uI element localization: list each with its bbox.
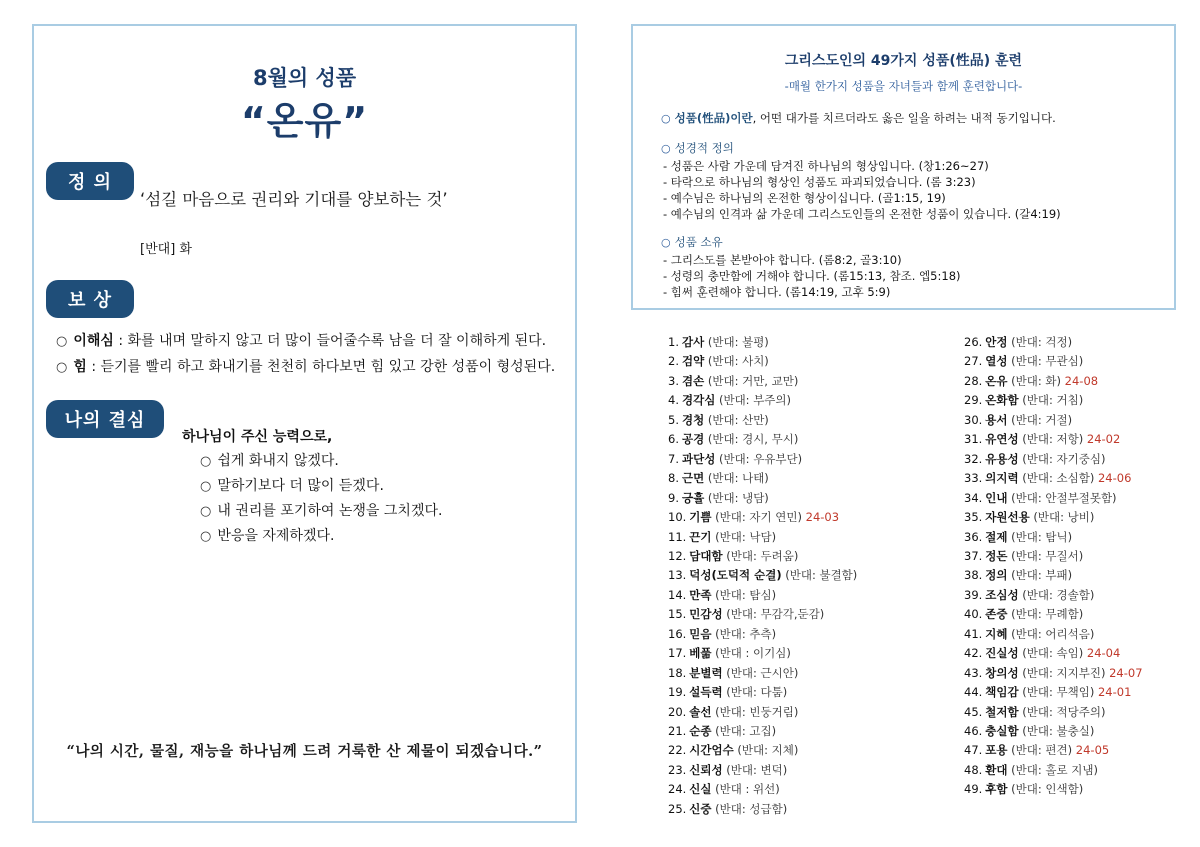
virtue-item bbox=[668, 353, 769, 369]
virtue-item bbox=[668, 742, 798, 758]
bullet-icon: ○ bbox=[661, 112, 671, 125]
virtue-number: 36. bbox=[964, 529, 983, 544]
virtue-opposite: (반대: 홀로 지냄) bbox=[1007, 762, 1098, 777]
virtue-opposite: (반대: 무책임) bbox=[1018, 685, 1095, 700]
reward-item bbox=[56, 330, 546, 350]
bullet-icon: ○ bbox=[200, 529, 212, 544]
virtue-opposite: (반대: 두려움) bbox=[722, 548, 799, 563]
virtue-item bbox=[668, 684, 787, 700]
virtue-opposite: (반대: 어리석음) bbox=[1007, 626, 1095, 641]
bible-heading: ○ 성경적 정의 bbox=[661, 141, 734, 155]
virtue-item bbox=[964, 684, 1131, 700]
virtue-number: 45. bbox=[964, 704, 983, 719]
virtue-name: 자원선용 bbox=[985, 510, 1030, 525]
definition-opposite: [반대] 화 bbox=[140, 242, 192, 257]
virtue-date: 24-06 bbox=[1094, 471, 1132, 486]
virtue-number: 4. bbox=[668, 393, 679, 408]
virtue-item bbox=[964, 451, 1105, 467]
virtue-opposite: (반대: 불결함) bbox=[781, 568, 858, 583]
virtue-name: 분별력 bbox=[689, 665, 723, 680]
virtue-opposite: (반대: 낙담) bbox=[711, 529, 777, 544]
virtue-opposite: (반대: 무례함) bbox=[1007, 607, 1084, 622]
virtue-name: 덕성(도덕적 순결) bbox=[689, 568, 782, 583]
virtue-name: 시간엄수 bbox=[689, 743, 734, 758]
virtue-item bbox=[964, 509, 1094, 525]
virtue-number: 33. bbox=[964, 471, 983, 486]
virtue-item bbox=[668, 451, 802, 467]
reward-key: 이해심 bbox=[73, 333, 114, 349]
virtue-opposite: (반대: 거침) bbox=[1018, 393, 1084, 408]
virtue-item bbox=[668, 645, 791, 661]
virtue-name: 신실 bbox=[689, 782, 712, 797]
virtue-opposite: (반대: 산만) bbox=[704, 412, 769, 427]
virtue-opposite: (반대: 변덕) bbox=[722, 762, 788, 777]
virtue-number: 24. bbox=[668, 782, 687, 797]
virtue-name: 긍휼 bbox=[681, 490, 705, 505]
virtue-item bbox=[668, 529, 776, 545]
virtue-name: 경각심 bbox=[681, 393, 716, 408]
virtue-opposite: (반대: 다툼) bbox=[722, 685, 788, 700]
need-line: - 그리스도를 본받아야 합니다. (롬8:2, 골3:10) bbox=[663, 253, 902, 267]
virtue-item bbox=[964, 548, 1083, 564]
virtue-item bbox=[668, 626, 776, 642]
virtue-number: 25. bbox=[668, 801, 687, 816]
virtue-opposite: (반대: 나태) bbox=[704, 471, 769, 486]
virtue-opposite: (반대 : 이기심) bbox=[711, 646, 791, 661]
meaning-text: , 어떤 대가를 치르더라도 옳은 일을 하려는 내적 동기입니다. bbox=[752, 111, 1056, 125]
virtue-opposite: (반대: 고집) bbox=[711, 724, 777, 738]
virtue-number: 31. bbox=[964, 432, 983, 447]
virtue-name: 포용 bbox=[985, 743, 1008, 758]
bullet-icon: ○ bbox=[661, 142, 671, 155]
virtue-opposite: (반대: 저항) bbox=[1018, 432, 1084, 447]
resolution-item: ○ 쉽게 화내지 않겠다. bbox=[200, 453, 339, 469]
virtue-title: “온유” bbox=[240, 99, 369, 143]
virtue-opposite: (반대 : 위선) bbox=[711, 782, 780, 797]
virtue-opposite: (반대: 냉담) bbox=[704, 490, 769, 505]
virtue-number: 22. bbox=[668, 743, 687, 758]
virtue-item bbox=[964, 645, 1120, 661]
virtue-opposite: (반대: 무감각,둔감) bbox=[722, 607, 825, 622]
virtue-date: 24-05 bbox=[1072, 743, 1110, 758]
virtue-number: 49. bbox=[964, 782, 983, 797]
virtue-number: 26. bbox=[964, 335, 983, 349]
virtue-number: 3. bbox=[668, 373, 679, 388]
virtue-number: 27. bbox=[964, 354, 983, 369]
virtue-number: 5. bbox=[668, 412, 679, 427]
virtue-item bbox=[964, 606, 1083, 622]
virtue-opposite: (반대: 지지부진) bbox=[1018, 665, 1106, 680]
virtue-item bbox=[668, 392, 791, 408]
meaning-key: 성품(性品)이란 bbox=[674, 111, 753, 125]
virtue-number: 46. bbox=[964, 724, 983, 738]
virtue-name: 정의 bbox=[985, 568, 1008, 583]
virtue-item bbox=[964, 392, 1083, 408]
definition-label: 정 의 bbox=[46, 162, 134, 200]
virtue-item bbox=[964, 665, 1143, 681]
virtue-number: 14. bbox=[668, 587, 687, 602]
reward-text: : 듣기를 빨리 하고 화내기를 천천히 하다보면 힘 있고 강한 성품이 형성된다. bbox=[86, 359, 556, 375]
virtue-item bbox=[964, 781, 1083, 797]
virtue-number: 11. bbox=[668, 529, 687, 544]
virtue-number: 10. bbox=[668, 510, 687, 525]
virtue-item bbox=[668, 781, 780, 797]
virtue-opposite: (반대: 근시안) bbox=[722, 665, 799, 680]
virtue-opposite: (반대: 편견) bbox=[1007, 743, 1073, 758]
virtue-number: 35. bbox=[964, 510, 983, 525]
virtue-name: 검약 bbox=[681, 354, 705, 369]
virtue-name: 충실함 bbox=[985, 724, 1019, 738]
virtue-opposite: (반대: 적당주의) bbox=[1018, 704, 1106, 719]
virtue-opposite: (반대: 불충실) bbox=[1018, 724, 1095, 738]
virtue-date: 24-01 bbox=[1094, 685, 1132, 700]
virtue-name: 기쁨 bbox=[689, 510, 712, 525]
resolution-intro: 하나님이 주신 능력으로, bbox=[182, 429, 333, 445]
virtue-opposite: (반대: 인색함) bbox=[1007, 782, 1084, 797]
virtue-number: 38. bbox=[964, 568, 983, 583]
virtue-number: 2. bbox=[668, 354, 679, 369]
virtue-opposite: (반대: 탐닉) bbox=[1007, 529, 1073, 544]
virtue-number: 30. bbox=[964, 412, 983, 427]
virtue-name: 설득력 bbox=[689, 685, 723, 700]
virtue-name: 존중 bbox=[985, 607, 1008, 622]
virtue-name: 책임감 bbox=[985, 685, 1019, 700]
virtue-name: 경청 bbox=[681, 412, 705, 427]
virtue-item bbox=[964, 587, 1094, 603]
virtue-opposite: (반대: 화) bbox=[1007, 373, 1062, 388]
virtue-date: 24-07 bbox=[1105, 665, 1143, 680]
virtue-name: 정돈 bbox=[985, 548, 1008, 563]
virtue-date: 24-04 bbox=[1083, 646, 1121, 661]
virtue-number: 23. bbox=[668, 762, 687, 777]
resolution-label: 나의 결심 bbox=[46, 400, 164, 438]
virtue-name: 안정 bbox=[985, 335, 1008, 349]
virtue-number: 1. bbox=[668, 335, 679, 349]
virtue-number: 43. bbox=[964, 665, 983, 680]
virtue-opposite: (반대: 지체) bbox=[733, 743, 799, 758]
virtue-number: 13. bbox=[668, 568, 687, 583]
resolution-item: ○ 말하기보다 더 많이 듣겠다. bbox=[200, 478, 384, 494]
virtue-opposite: (반대: 경솔함) bbox=[1018, 587, 1095, 602]
virtue-opposite: (반대: 탐심) bbox=[711, 587, 777, 602]
virtue-opposite: (반대: 부패) bbox=[1007, 568, 1073, 583]
virtue-item bbox=[668, 490, 769, 506]
virtue-item bbox=[964, 353, 1083, 369]
virtue-name: 유용성 bbox=[985, 451, 1019, 466]
virtue-number: 37. bbox=[964, 548, 983, 563]
virtue-number: 9. bbox=[668, 490, 679, 505]
intro-title: 그리스도인의 49가지 성품(性品) 훈련 bbox=[784, 53, 1023, 69]
virtue-number: 42. bbox=[964, 646, 983, 661]
virtue-number: 8. bbox=[668, 471, 679, 486]
virtue-number: 18. bbox=[668, 665, 687, 680]
reward-label: 보 상 bbox=[46, 280, 134, 318]
virtue-name: 감사 bbox=[681, 335, 705, 349]
virtue-number: 20. bbox=[668, 704, 687, 719]
virtue-number: 40. bbox=[964, 607, 983, 622]
virtue-opposite: (반대: 속임) bbox=[1018, 646, 1084, 661]
virtue-name: 끈기 bbox=[689, 529, 712, 544]
virtue-number: 41. bbox=[964, 626, 983, 641]
virtue-item bbox=[668, 334, 769, 350]
virtue-name: 환대 bbox=[985, 762, 1008, 777]
virtue-opposite: (반대: 거절) bbox=[1007, 412, 1073, 427]
virtue-number: 47. bbox=[964, 743, 983, 758]
virtue-date: 24-02 bbox=[1083, 432, 1121, 447]
virtue-item bbox=[964, 470, 1131, 486]
reward-key: 힘 bbox=[73, 359, 87, 375]
virtue-name: 과단성 bbox=[681, 451, 716, 466]
virtue-opposite: (반대: 소심함) bbox=[1018, 471, 1095, 486]
reward-text: : 화를 내며 말하지 않고 더 많이 들어줄수록 남을 더 잘 이해하게 된다. bbox=[113, 333, 547, 349]
bullet-icon: ○ bbox=[200, 504, 212, 519]
virtue-opposite: (반대: 경시, 무시) bbox=[704, 432, 799, 447]
virtue-name: 지혜 bbox=[985, 626, 1008, 641]
bullet-icon: ○ bbox=[56, 334, 68, 349]
virtue-name: 절제 bbox=[985, 529, 1008, 544]
virtue-name: 용서 bbox=[985, 412, 1008, 427]
virtue-number: 15. bbox=[668, 607, 687, 622]
virtue-number: 28. bbox=[964, 373, 983, 388]
virtue-item bbox=[668, 567, 857, 583]
virtue-name: 만족 bbox=[689, 587, 712, 602]
virtue-name: 철저함 bbox=[985, 704, 1019, 719]
need-heading: ○ 성품 소유 bbox=[661, 235, 723, 249]
virtue-item bbox=[668, 704, 798, 720]
need-line: - 성령의 충만함에 거해야 합니다. (롬15:13, 참조. 엡5:18) bbox=[663, 269, 961, 283]
virtue-number: 29. bbox=[964, 393, 983, 408]
virtue-opposite: (반대: 낭비) bbox=[1029, 510, 1095, 525]
virtue-name: 창의성 bbox=[985, 665, 1019, 680]
virtue-number: 44. bbox=[964, 685, 983, 700]
virtue-name: 공경 bbox=[681, 432, 705, 447]
virtue-item bbox=[668, 470, 769, 486]
virtue-item bbox=[964, 373, 1098, 389]
virtue-opposite: (반대: 무관심) bbox=[1007, 354, 1084, 369]
bible-line: - 예수님은 하나님의 온전한 형상이십니다. (골1:15, 19) bbox=[663, 191, 946, 205]
virtue-item bbox=[668, 665, 798, 681]
virtue-item bbox=[668, 412, 769, 428]
virtue-name: 솔선 bbox=[689, 704, 712, 719]
virtue-name: 민감성 bbox=[689, 607, 723, 622]
virtue-opposite: (반대: 거만, 교만) bbox=[704, 373, 799, 388]
virtue-name: 순종 bbox=[689, 724, 712, 738]
virtue-item bbox=[668, 373, 798, 389]
virtue-item bbox=[668, 723, 776, 739]
virtue-name: 의지력 bbox=[985, 471, 1019, 486]
virtue-name: 열성 bbox=[985, 354, 1008, 369]
virtue-name: 진실성 bbox=[985, 646, 1019, 661]
virtue-number: 19. bbox=[668, 685, 687, 700]
virtue-item bbox=[964, 529, 1072, 545]
virtue-opposite: (반대: 걱정) bbox=[1007, 335, 1073, 349]
virtue-name: 믿음 bbox=[689, 626, 712, 641]
bullet-icon: ○ bbox=[56, 360, 68, 375]
virtue-item bbox=[668, 606, 824, 622]
virtue-number: 6. bbox=[668, 432, 679, 447]
virtue-opposite: (반대: 추측) bbox=[711, 626, 777, 641]
virtue-item bbox=[964, 431, 1120, 447]
virtue-item bbox=[964, 490, 1117, 506]
virtue-item bbox=[964, 334, 1072, 350]
left-panel bbox=[32, 24, 577, 823]
virtue-number: 34. bbox=[964, 490, 983, 505]
bible-line: - 예수님의 인격과 삶 가운데 그리스도인들의 온전한 성품이 있습니다. (갈4:19) bbox=[663, 207, 1061, 221]
virtue-number: 16. bbox=[668, 626, 687, 641]
virtue-name: 겸손 bbox=[681, 373, 705, 388]
virtue-item bbox=[668, 548, 798, 564]
virtue-name: 온유 bbox=[985, 373, 1008, 388]
need-line: - 힘써 훈련해야 합니다. (롬14:19, 고후 5:9) bbox=[663, 285, 891, 299]
virtue-date: 24-03 bbox=[801, 510, 840, 525]
virtue-item bbox=[668, 762, 787, 778]
virtue-item bbox=[964, 723, 1094, 739]
commitment-quote: “나의 시간, 물질, 재능을 하나님께 드려 거룩한 산 제물이 되겠습니다.” bbox=[66, 743, 543, 760]
virtue-item bbox=[964, 704, 1105, 720]
virtue-number: 7. bbox=[668, 451, 679, 466]
virtue-name: 신뢰성 bbox=[689, 762, 723, 777]
resolution-item: ○ 내 권리를 포기하여 논쟁을 그치겠다. bbox=[200, 503, 443, 519]
virtue-opposite: (반대: 빈둥거림) bbox=[711, 704, 799, 719]
virtue-name: 후함 bbox=[985, 782, 1008, 797]
virtue-date: 24-08 bbox=[1061, 373, 1099, 388]
virtue-number: 48. bbox=[964, 762, 983, 777]
virtue-name: 신중 bbox=[689, 801, 712, 816]
virtue-number: 39. bbox=[964, 587, 983, 602]
virtue-item bbox=[964, 742, 1109, 758]
virtue-item bbox=[668, 801, 787, 817]
character-intro-box bbox=[631, 24, 1176, 310]
virtue-number: 12. bbox=[668, 548, 687, 563]
virtue-item bbox=[668, 587, 776, 603]
virtue-item bbox=[964, 762, 1098, 778]
virtue-item bbox=[964, 412, 1072, 428]
virtue-opposite: (반대: 사치) bbox=[704, 354, 769, 369]
virtue-item bbox=[668, 431, 798, 447]
virtue-number: 17. bbox=[668, 646, 687, 661]
definition-text: ‘섬길 마음으로 권리와 기대를 양보하는 것’ bbox=[140, 190, 448, 209]
character-meaning bbox=[661, 110, 1056, 126]
bullet-icon: ○ bbox=[661, 236, 671, 249]
virtue-item bbox=[964, 567, 1072, 583]
bible-line: - 성품은 사람 가운데 담겨진 하나님의 형상입니다. (창1:26~27) bbox=[663, 159, 989, 173]
bullet-icon: ○ bbox=[200, 454, 212, 469]
virtue-item bbox=[668, 509, 839, 525]
bible-line: - 타락으로 하나님의 형상인 성품도 파괴되었습니다. (롬 3:23) bbox=[663, 175, 976, 189]
resolution-item: ○ 반응을 자제하겠다. bbox=[200, 528, 335, 544]
intro-subtitle: -매월 한가지 성품을 자녀들과 함께 훈련합니다- bbox=[784, 79, 1023, 93]
virtue-opposite: (반대: 불평) bbox=[704, 335, 769, 349]
virtue-opposite: (반대: 우유부단) bbox=[715, 451, 803, 466]
bullet-icon: ○ bbox=[200, 479, 212, 494]
virtue-name: 유연성 bbox=[985, 432, 1019, 447]
virtue-number: 32. bbox=[964, 451, 983, 466]
virtue-name: 조심성 bbox=[985, 587, 1019, 602]
virtue-name: 근면 bbox=[681, 471, 705, 486]
virtue-opposite: (반대: 자기중심) bbox=[1018, 451, 1106, 466]
virtue-opposite: (반대: 무질서) bbox=[1007, 548, 1084, 563]
virtue-name: 담대함 bbox=[689, 548, 723, 563]
virtue-name: 인내 bbox=[985, 490, 1008, 505]
virtue-item bbox=[964, 626, 1094, 642]
reward-item bbox=[56, 356, 555, 376]
virtue-name: 베풂 bbox=[689, 646, 712, 661]
virtue-opposite: (반대: 부주의) bbox=[715, 393, 792, 408]
virtue-name: 온화함 bbox=[985, 393, 1019, 408]
virtue-number: 21. bbox=[668, 724, 687, 738]
month-title: 8월의 성품 bbox=[252, 66, 357, 90]
virtue-opposite: (반대: 자기 연민) bbox=[711, 510, 802, 525]
virtue-opposite: (반대: 안절부절못함) bbox=[1007, 490, 1117, 505]
virtue-opposite: (반대: 성급함) bbox=[711, 801, 788, 816]
